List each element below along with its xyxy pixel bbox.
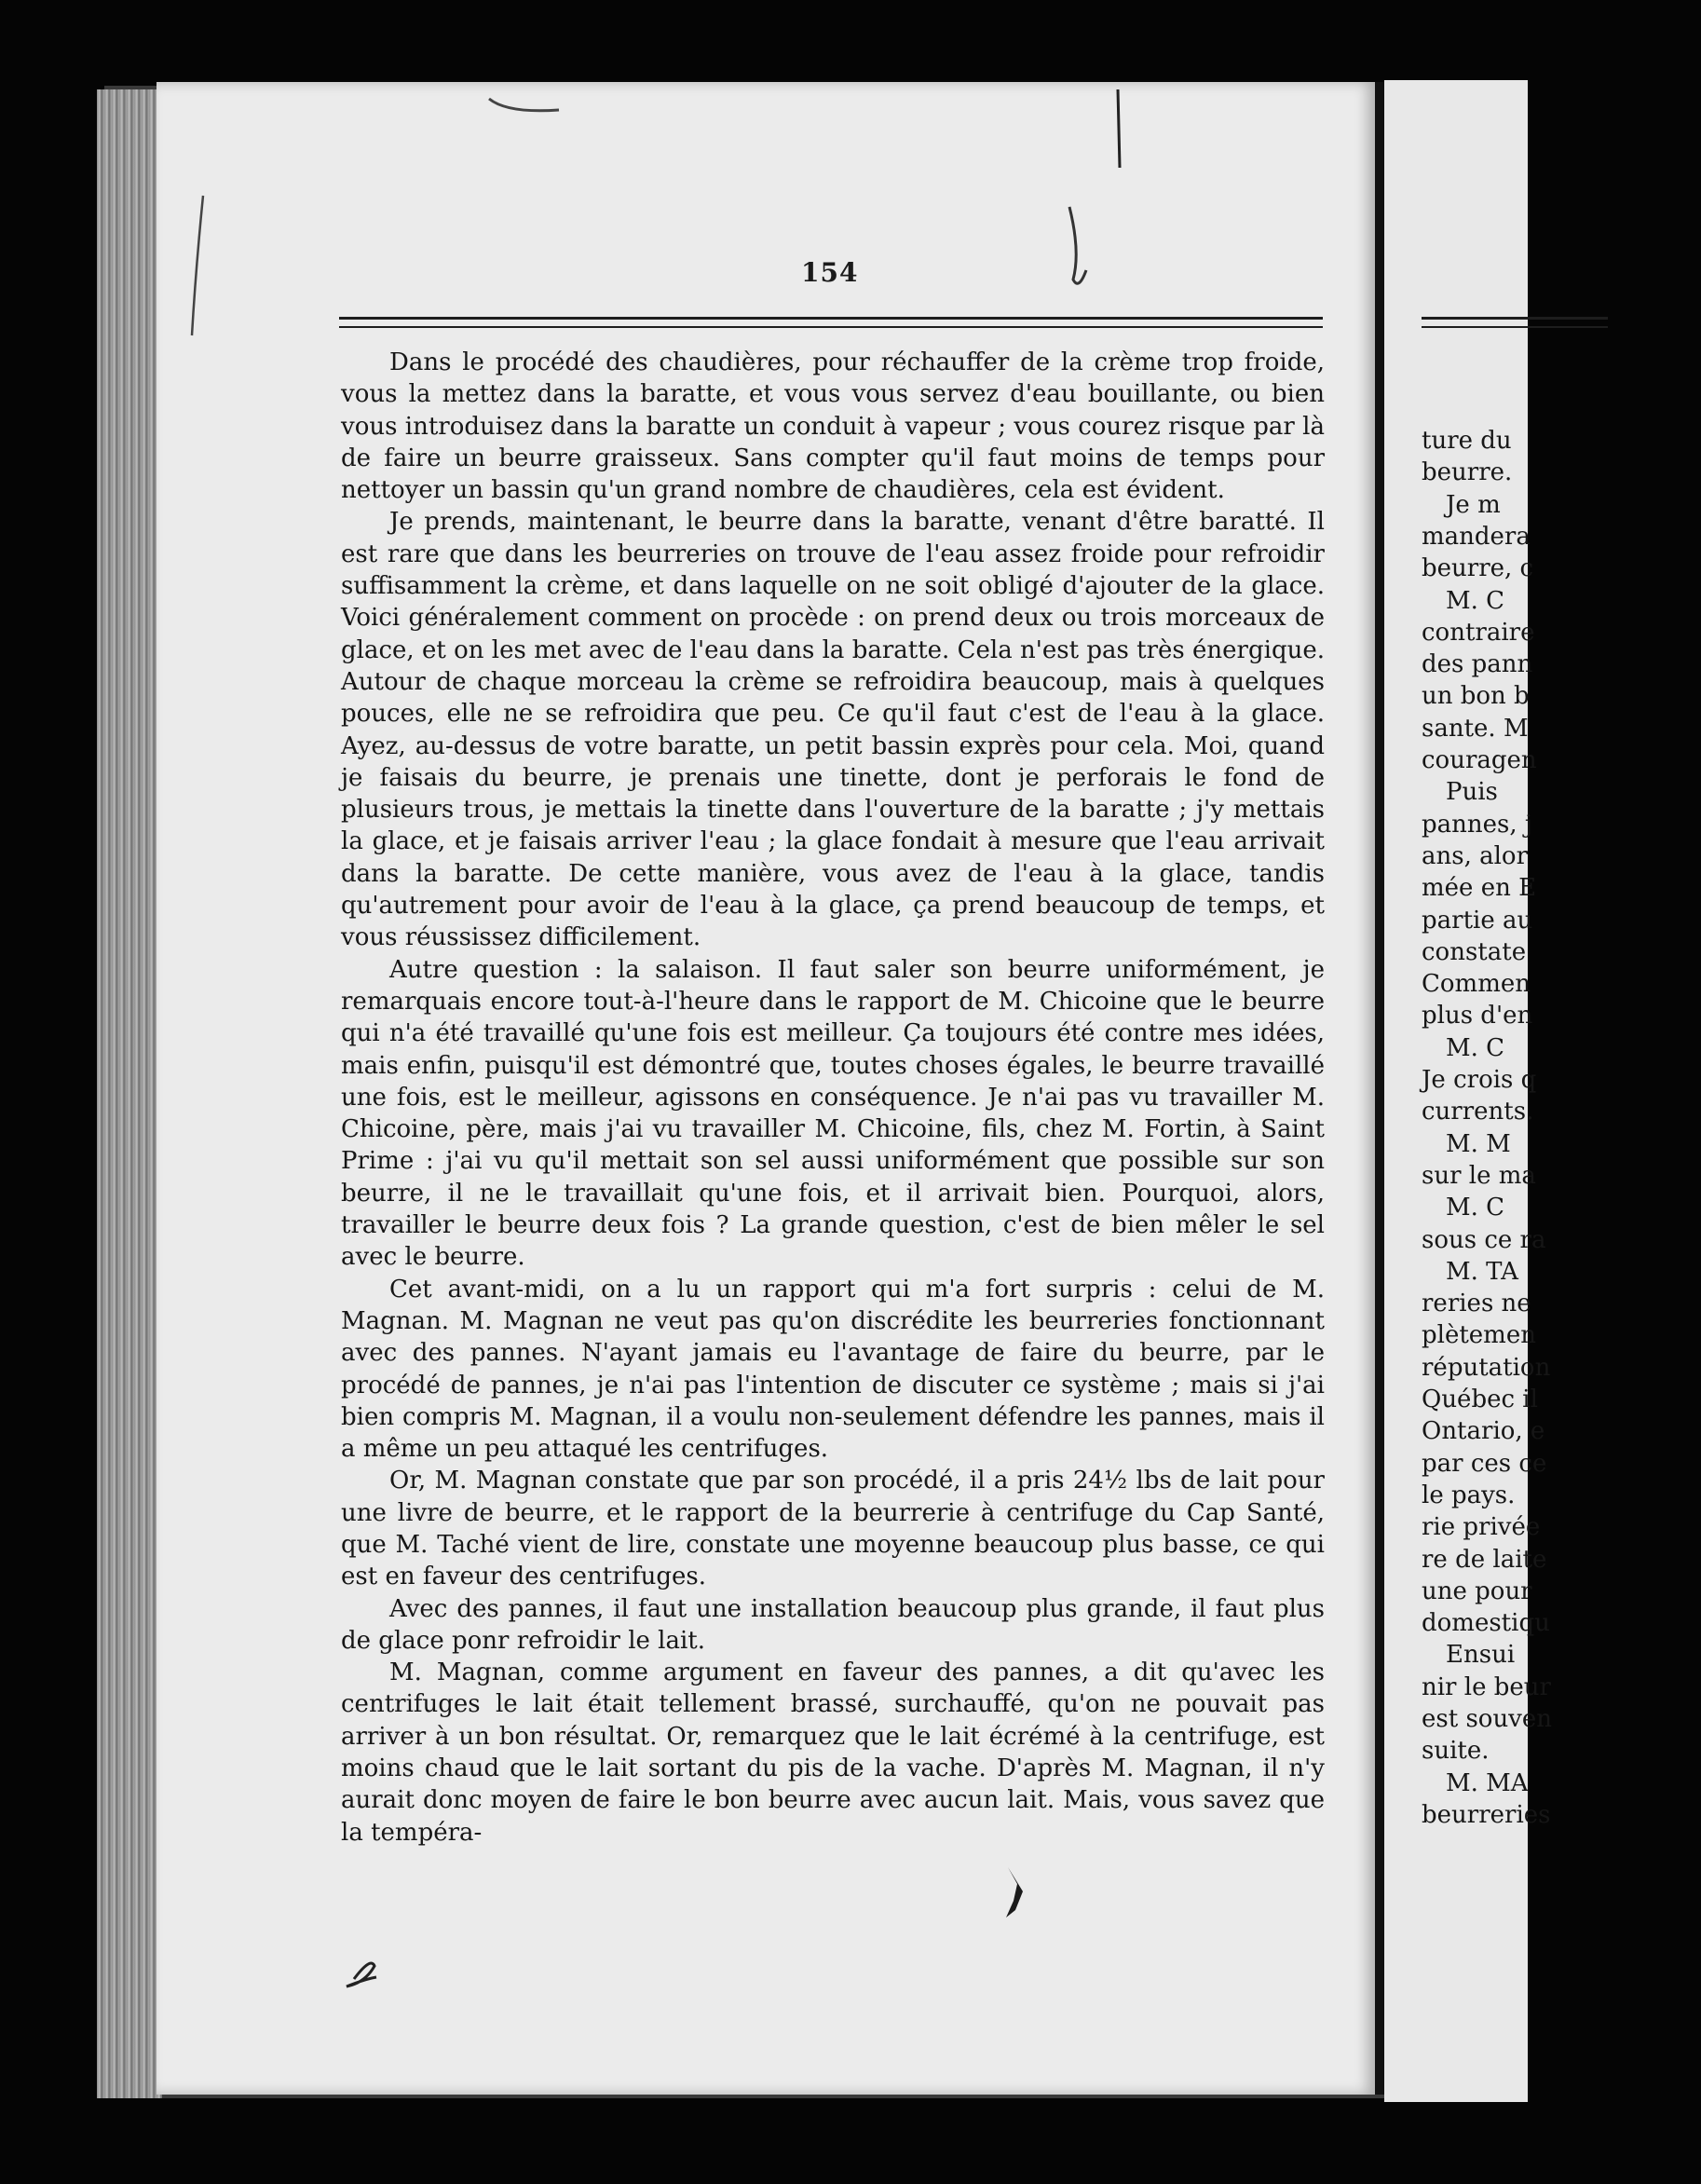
next-page-line: M. C <box>1446 1194 1505 1222</box>
next-page <box>1384 80 1553 2102</box>
next-page-line: le pays. <box>1422 1481 1516 1509</box>
next-page-line: M. TA <box>1446 1257 1518 1286</box>
next-page-line: currents. <box>1422 1098 1534 1126</box>
next-page-line: sous ce ra <box>1422 1225 1546 1254</box>
next-page-line: re de laite <box>1422 1545 1547 1574</box>
next-page-line: rie privée <box>1422 1513 1541 1542</box>
next-page-line: plus d'en <box>1422 1002 1533 1031</box>
paragraph: Dans le procédé des chaudières, pour réchauffer de la crème trop froide, vous la mettez dans la baratte, et vous vous servez d'eau bouillante, ou bien vous introduisez dans la baratte un conduit à vapeur ; vous courez risque par là de faire un beurre graisseux. Sans compter qu'il faut moins de temps pour nettoyer un bassin qu'un grand nombre de chaudières, cela est évident. <box>341 348 1325 505</box>
next-page-line: beurre. <box>1422 458 1513 487</box>
next-page-line: domestiqu <box>1422 1609 1550 1638</box>
next-page-line: une pour <box>1422 1577 1532 1605</box>
paragraph: Autre question : la salaison. Il faut saler son beurre uniformément, je remarquais encore tout-à-l'heure dans le rapport de M. Chicoine que le beurre qui n'a été travaillé qu'une fois est meilleur. Ça toujours été contre mes idées, mais enfin, puisqu'il est démontré que, toutes choses égales, le beurre travaillé une fois, est le meilleur, agissons en conséquence. Je n'ai pas vu travailler M. Chicoine, père, mais j'ai vu travailler M. Chicoine, fils, chez M. Fortin, à Saint Prime : j'ai vu qu'il mettait son sel aussi uniformément que possible sur son beurre, il ne le travaillait qu'une fois, et il arrivait bien. Pourquoi, alors, travailler le beurre deux fois ? La grande question, c'est de bien mêler le sel avec le beurre. <box>341 955 1325 1272</box>
next-page-line: Je m <box>1446 490 1501 519</box>
next-page-line: nir le beur <box>1422 1672 1551 1701</box>
next-page-line: partie au <box>1422 906 1533 935</box>
next-page-line: beurreries <box>1422 1800 1551 1829</box>
next-page-line: sur le ma <box>1422 1161 1536 1190</box>
next-page-line: suite. <box>1422 1737 1490 1766</box>
next-page-line: Ensui <box>1446 1641 1516 1670</box>
next-page-line: mandera <box>1422 522 1531 551</box>
next-page-line: beurre, c <box>1422 554 1534 583</box>
next-page-line: Je crois q <box>1422 1066 1537 1094</box>
next-page-rule <box>1422 326 1608 328</box>
paragraph: Je prends, maintenant, le beurre dans la baratte, venant d'être baratté. Il est rare que dans les beurreries on trouve de l'eau assez froide pour refroidir suffisamment la crème, et dans laquelle on ne soit obligé d'ajouter de la glace. Voici généralement comment on procède : on prend deux ou trois morceaux de glace, et on les met avec de l'eau dans la baratte. Cela n'est pas très énergique. Autour de chaque morceau la crème se refroidira beaucoup, mais à quelques pouces, elle ne se refroidira que peu. Ce qu'il faut c'est de l'eau à la glace. Ayez, au-dessus de votre baratte, un petit bassin exprès pour cela. Moi, quand je faisais du beurre, je prenais une tinette, dont je perforais le fond de plusieurs trous, je mettais la tinette dans l'ouverture de la baratte ; j'y mettais la glace, et je faisais arriver l'eau ; la glace fondait à mesure que l'eau arrivait dans la baratte. De cette manière, vous avez de l'eau à la glace, tandis qu'autrement pour avoir de l'eau à la glace, ça prend beaucoup de temps, et vous réussissez difficilement. <box>341 508 1325 952</box>
next-page-line: est souven <box>1422 1705 1553 1733</box>
next-page-rule <box>1422 317 1608 320</box>
next-page-line: couragen <box>1422 746 1537 774</box>
next-page-line: sante. M <box>1422 714 1529 743</box>
next-page-line: pannes, j <box>1422 810 1532 839</box>
next-page-line: M. MA <box>1446 1768 1529 1797</box>
next-page-line: Commen <box>1422 970 1531 999</box>
next-page-line: constate <box>1422 937 1527 966</box>
next-page-line: Puis <box>1446 778 1498 807</box>
next-page-line: Ontario, e <box>1422 1417 1545 1446</box>
page-number: 154 <box>801 257 859 288</box>
next-page-line: des pann <box>1422 650 1533 679</box>
next-page-line: mée en E <box>1422 874 1537 903</box>
next-page-line: ture du <box>1422 427 1512 455</box>
next-page-line: contraire <box>1422 618 1535 647</box>
next-page-line: par ces ce <box>1422 1449 1547 1478</box>
paragraph: Cet avant-midi, on a lu un rapport qui m'a fort surpris : celui de M. Magnan. M. Magnan ne veut pas qu'on discrédite les beurreries fonctionnant avec des pannes. N'ayant jamais eu l'avantage de faire du beurre, par le procédé de pannes, je n'ai pas l'intention de discuter ce système ; mais si j'ai bien compris M. Magnan, il a voulu non-seulement défendre les pannes, mais il a même un peu attaqué les centrifuges. <box>341 1275 1325 1464</box>
paragraph: Or, M. Magnan constate que par son procédé, il a pris 24½ lbs de lait pour une livre de beurre, et le rapport de la beurrerie à centrifuge du Cap Santé, que M. Taché vient de lire, constate une moyenne beaucoup plus basse, ce qui est en faveur des centrifuges. <box>341 1467 1325 1591</box>
next-page-line: ans, alor <box>1422 841 1529 870</box>
gutter <box>1375 82 1384 2095</box>
next-page-line: M. C <box>1446 586 1505 615</box>
next-page-line: plètemen <box>1422 1321 1536 1350</box>
next-page-line: M. M <box>1446 1129 1511 1158</box>
next-page-line: Québec il <box>1422 1385 1538 1413</box>
next-page-line: M. C <box>1446 1033 1505 1062</box>
next-page-line: réputation <box>1422 1353 1551 1382</box>
paragraph: M. Magnan, comme argument en faveur des pannes, a dit qu'avec les centrifuges le lait était tellement brassé, surchauffé, qu'on ne pouvait pas arriver à un bon résultat. Or, remarquez que le lait écrémé à la centrifuge, est moins chaud que le lait sortant du pis de la vache. D'après M. Magnan, il n'y aurait donc moyen de faire le bon beurre avec aucun lait. Mais, vous savez que la tempéra- <box>341 1658 1325 1847</box>
paragraph: Avec des pannes, il faut une installation beaucoup plus grande, il faut plus de glace ponr refroidir le lait. <box>341 1594 1325 1655</box>
next-page-line: un bon b <box>1422 682 1530 711</box>
next-page-line: reries ne <box>1422 1290 1531 1318</box>
